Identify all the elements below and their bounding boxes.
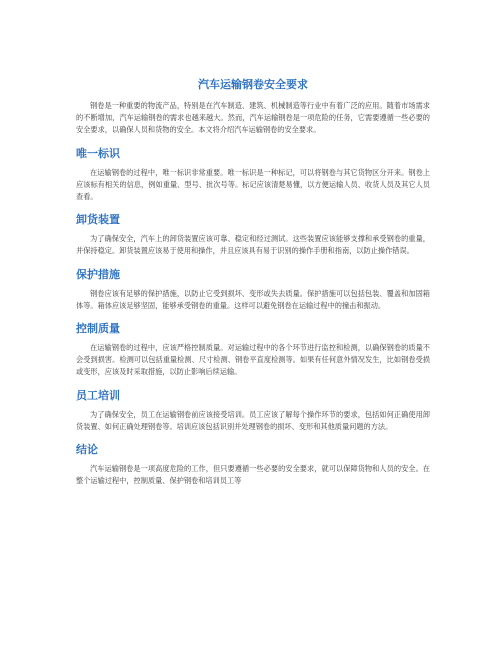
section-body-unique-id: 在运输钢卷的过程中，唯一标识非常重要。唯一标识是一种标记，可以将钢卷与其它货物区分开来。钢卷上应该标有相关的信息，例如重量、型号、批次号等。标记应该清楚易懂，以方便运输人员、收货人员及其它人员查看。: [76, 167, 430, 202]
section-body-conclusion: 汽车运输钢卷是一项高度危险的工作，但只要遵循一些必要的安全要求，就可以保障货物和人员的安全。在整个运输过程中，控制质量、保护钢卷和培训员工等: [76, 464, 430, 486]
section-heading-unique-id: 唯一标识: [76, 146, 120, 160]
section-heading-unloading-device: 卸货装置: [76, 213, 120, 227]
section-body-quality-control: 在运输钢卷的过程中，应该严格控制质量。对运输过程中的各个环节进行监控和检测，以确保钢卷的质量不会受到损害。检测可以包括重量检测、尺寸检测、钢卷平直度检测等。如果有任何意外情况发生，比如钢卷受损或变形，应该及时采取措施，以防止影响后续运输。: [76, 343, 430, 377]
section-heading-staff-training: 员工培训: [76, 388, 120, 402]
section-heading-protection: 保护措施: [76, 267, 120, 281]
document-page: [76, 78, 430, 497]
section-body-unloading-device: 为了确保安全，汽车上的卸货装置应该可靠、稳定和经过测试。这些装置应该能够支撑和承受钢卷的重量，并保持稳定。卸货装置应该易于使用和操作，并且应该具有易于识别的操作手册和指南，以防止操作错误。: [76, 234, 430, 256]
section-heading-conclusion: 结论: [76, 443, 98, 457]
section-body-protection: 钢卷应该有足够的保护措施，以防止它受到损坏、变形或失去质量。保护措施可以包括包装、覆盖和加固箱体等。箱体应该足够坚固，能够承受钢卷的重量。这样可以避免钢卷在运输过程中的撞击和振动。: [76, 288, 430, 310]
section-heading-quality-control: 控制质量: [76, 322, 120, 336]
intro-paragraph: 钢卷是一种重要的物流产品，特别是在汽车制造、建筑、机械制造等行业中有着广泛的应用。随着市场需求的不断增加，汽车运输钢卷的需求也越来越大。然而，汽车运输钢卷是一项危险的任务，它需要遵循一些必要的安全要求，以确保人员和货物的安全。本文将介绍汽车运输钢卷的安全要求。: [76, 101, 430, 135]
section-body-staff-training: 为了确保安全，员工在运输钢卷前应该接受培训。员工应该了解每个操作环节的要求，包括如何正确使用卸货装置、如何正确处理钢卷等。培训应该包括识别并处理钢卷的损坏、变形和其他质量问题的方法。: [76, 409, 430, 431]
document-title: 汽车运输钢卷安全要求: [198, 78, 308, 91]
